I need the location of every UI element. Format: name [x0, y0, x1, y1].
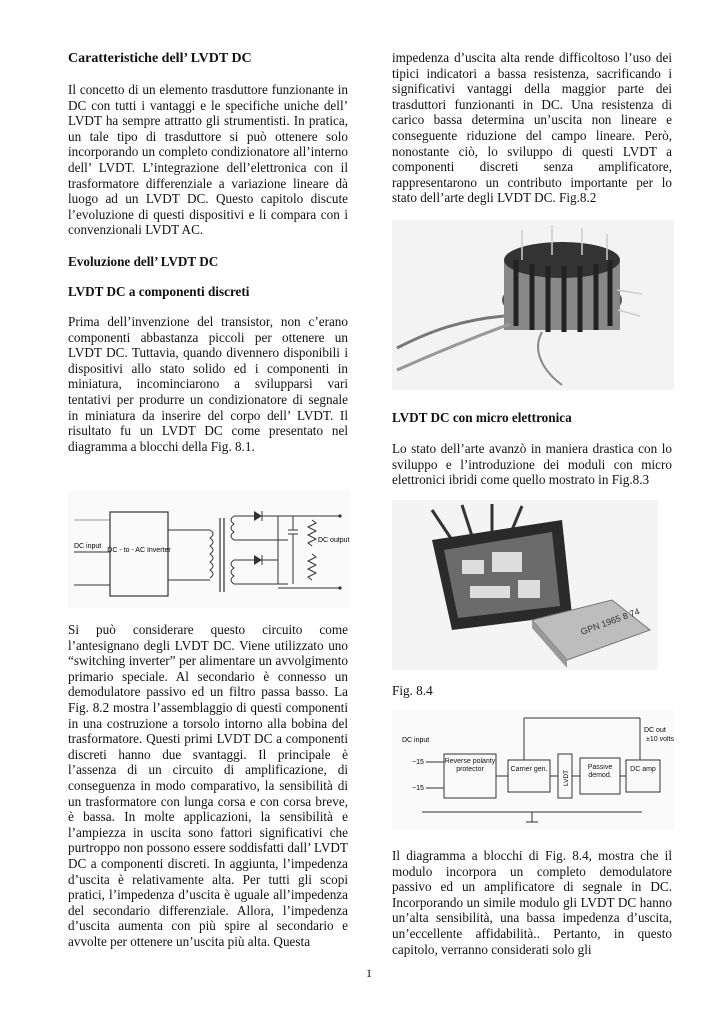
fig84-minus15-top: −15: [412, 759, 424, 766]
figure-8-1-diagram: [68, 490, 350, 608]
page-number: 1: [366, 966, 372, 980]
micro-lvdt-block-diagram: [392, 710, 674, 830]
hybrid-module-image: [392, 500, 658, 670]
heading-evolution: Evoluzione dell’ LVDT DC: [68, 253, 219, 269]
figure-8-2-photo: [392, 220, 674, 390]
section-title: Caratteristiche dell’ LVDT DC: [68, 51, 252, 66]
fig84-minus15-bottom: −15: [412, 785, 424, 792]
fig81-dc-output-label: DC output: [318, 537, 350, 544]
fig83-chip-label: GPN 1965 8 74: [579, 606, 641, 637]
fig84-dc-input-label: DC input: [402, 737, 430, 744]
right-top-paragraph: impedenza d’uscita alta rende difficoltoso l’uso dei tipici indicatori a bassa resistenza, sacrificando i significativi vantaggi della maggior parte dei trasduttori funzionanti in DC. Una resistenza di carico bassa determina un’uscita non lineare e conseguente riduzione del campo lineare. Però, nonostante ciò, lo sviluppo di questi LVDT a componenti discreti senza amplificatore, rappresentarono un contributo importante per lo stato dell’arte degli LVDT DC. Fig.8.2: [392, 50, 672, 206]
fig84-range-label: ±10 volts: [646, 736, 674, 743]
heading-micro: LVDT DC con micro elettronica: [392, 410, 572, 425]
discrete-lvdt-assembly-image: [392, 220, 674, 390]
fig84-block3-label: LVDT: [563, 769, 570, 786]
heading-discrete: LVDT DC a componenti discreti: [68, 283, 250, 299]
dc-lvdt-block-diagram: [68, 490, 350, 608]
micro-paragraph: Lo stato dell’arte avanzò in maniera drastica con lo sviluppo e l’introduzione dei moduli con micro elettronici ibridi come quello mostrato in Fig.8.3: [392, 441, 672, 488]
after-figure-paragraph: Si può considerare questo circuito come l’antesignano degli LVDT DC. Viene utilizzato uno “switching inverter” per alimentare un avvolgimento primario speciale. Al secondario è connesso un demodulatore passivo ed un filtro passa basso. La Fig. 8.2 mostra l’assemblaggio di questi componenti in una costruzione a torsolo intorno alla bobina del trasformatore. Questi primi LVDT DC a componenti discreti hanno due svantaggi. Il principale è l’assenza di un circuito di amplificazione, di conseguenza in modo comparativo, la sensibilità di un trasformatore con lunga corsa e con corsa breve, è bassa. In molte applicazioni, la sensibilità e l’ampiezza in uscita sono fattori significativi che purtroppo non possono essere soddisfatti dall’ LVDT DC a componenti discreti. In aggiunta, l’impedenza d’uscita è relativamente alta. Per tutti gli scopi pratici, l’impedenza d’uscita è uguale all’impedenza del secondario differenziale. Allora, l’impedenza d’uscita aumenta con più spire al secondario e avvolte per ottenere un’uscita più alta. Questa: [68, 622, 348, 949]
fig84-dc-out-label: DC out: [644, 727, 666, 734]
fig81-dc-input-label: DC input: [74, 543, 102, 550]
figure-8-4-diagram: [392, 710, 674, 830]
fig-8-4-label: Fig. 8.4: [392, 683, 433, 698]
intro-paragraph: Il concetto di un elemento trasduttore funzionante in DC con tutti i vantaggi e le specifiche uniche dell’ LVDT ha sempre attratto gli strumentisti. In pratica, un tale tipo di trasduttore si può ottenere solo incorporando un completo condizionatore all’interno dell’ LVDT. L’integrazione dell’elettronica con il trasformatore differenziale a variazione lineare dà luogo ad un LVDT DC. Questo capitolo discute l’evoluzione di questi dispositivi e li compara con i convenzionali LVDT AC.: [68, 82, 348, 238]
fig84-block5-label: DC amp: [630, 766, 656, 773]
figure-8-3-photo: [392, 500, 658, 670]
fig84-block2-label: Carrier gen.: [510, 766, 548, 773]
fig81-inverter-label: DC - to - AC Inverter: [107, 547, 171, 554]
left-column: [68, 50, 348, 454]
fig84-block1-label: Reverse polarity protector: [444, 758, 496, 773]
discrete-paragraph: Prima dell’invenzione del transistor, non c’erano componenti abbastanza piccoli per ottenere un LVDT DC. Tuttavia, quando divennero disponibili i dispositivi allo stato solido ed i componenti in miniatura, incominciarono a svilupparsi vari tentativi per produrre un condizionatore di segnale in miniatura da inserire del corpo dell’ LVDT. Il risultato fu un LVDT DC come presentato nel diagramma a blocchi della Fig. 8.1.: [68, 313, 348, 454]
right-bottom-paragraph: Il diagramma a blocchi di Fig. 8.4, mostra che il modulo incorpora un completo demodulatore passivo ed un amplificatore di segnale in DC. Incorporando un simile modulo gli LVDT DC hanno un’alta sensibilità, una bassa impedenza d’uscita, un’eccellente affidabilità.. Pertanto, in questo capitolo, verranno considerati solo gli: [392, 848, 672, 957]
fig84-block4-label: Passive demod.: [587, 764, 613, 779]
